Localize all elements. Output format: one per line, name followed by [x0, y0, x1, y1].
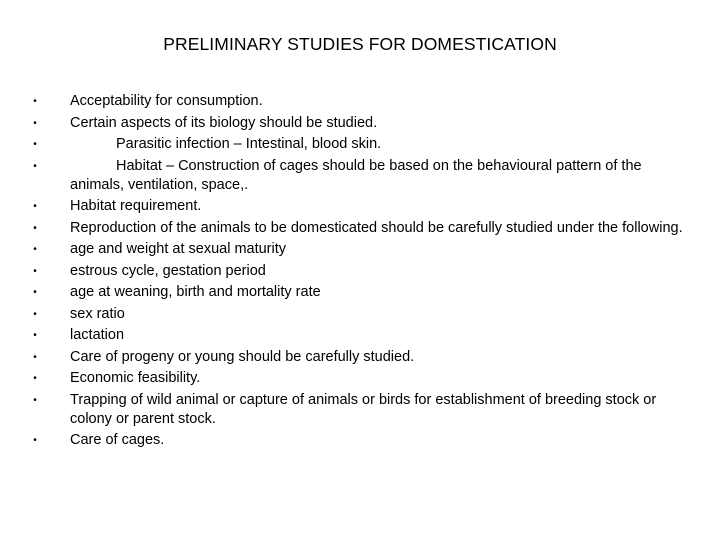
- list-item-text: Habitat – Construction of cages should be based on the behavioural pattern of the animals, ventilation, space,.: [70, 157, 642, 193]
- bullet-icon: •: [33, 117, 37, 129]
- bullet-icon: •: [33, 201, 37, 212]
- list-item-text: Economic feasibility.: [70, 370, 201, 386]
- list-item: [30, 135, 690, 154]
- bullet-icon: •: [33, 308, 37, 320]
- bullet-icon: •: [33, 244, 37, 255]
- bullet-icon: •: [33, 265, 37, 277]
- list-item-text: Trapping of wild animal or capture of animals or birds for establishment of breeding stock or colony or parent stock.: [70, 391, 657, 427]
- list-item: [30, 157, 690, 195]
- list-item: [30, 305, 690, 324]
- list-item: [30, 391, 690, 429]
- list-item: [30, 114, 690, 133]
- list-item-text: Parasitic infection – Intestinal, blood skin.: [116, 136, 382, 152]
- list-item: [30, 240, 690, 259]
- list-item-text: Reproduction of the animals to be domesticated should be carefully studied under the following.: [70, 219, 683, 236]
- list-item-text: estrous cycle, gestation period: [70, 262, 266, 279]
- bullet-icon: •: [33, 351, 37, 363]
- list-item: [30, 348, 690, 367]
- bullet-icon: •: [33, 435, 37, 446]
- bullet-icon: •: [33, 222, 37, 234]
- list-item: [30, 431, 690, 450]
- list-item: [30, 369, 690, 388]
- list-item: [30, 197, 690, 216]
- list-item: [30, 219, 690, 238]
- bullet-icon: •: [33, 287, 37, 298]
- list-item-text: Care of cages.: [70, 432, 165, 448]
- list-item-text: age at weaning, birth and mortality rate: [70, 284, 321, 300]
- bullet-icon: •: [33, 394, 37, 406]
- list-item: [30, 283, 690, 302]
- list-item-text: sex ratio: [70, 305, 125, 322]
- bullet-icon: •: [33, 373, 37, 384]
- list-item-text: lactation: [70, 327, 125, 343]
- list-item-text: Care of progeny or young should be carefully studied.: [70, 348, 415, 365]
- list-item-text: Certain aspects of its biology should be studied.: [70, 114, 378, 131]
- list-item-text: age and weight at sexual maturity: [70, 241, 287, 257]
- list-item-text: Acceptability for consumption.: [70, 93, 263, 109]
- bullet-icon: •: [33, 160, 37, 172]
- list-item: [30, 326, 690, 345]
- list-item: [30, 262, 690, 281]
- bullet-icon: •: [33, 330, 37, 341]
- list-item-text: Habitat requirement.: [70, 198, 202, 214]
- bullet-icon: •: [33, 139, 37, 150]
- list-item: [30, 92, 690, 111]
- bullet-icon: •: [33, 96, 37, 107]
- slide-title: PRELIMINARY STUDIES FOR DOMESTICATION: [163, 34, 557, 54]
- bullet-list: [30, 92, 690, 453]
